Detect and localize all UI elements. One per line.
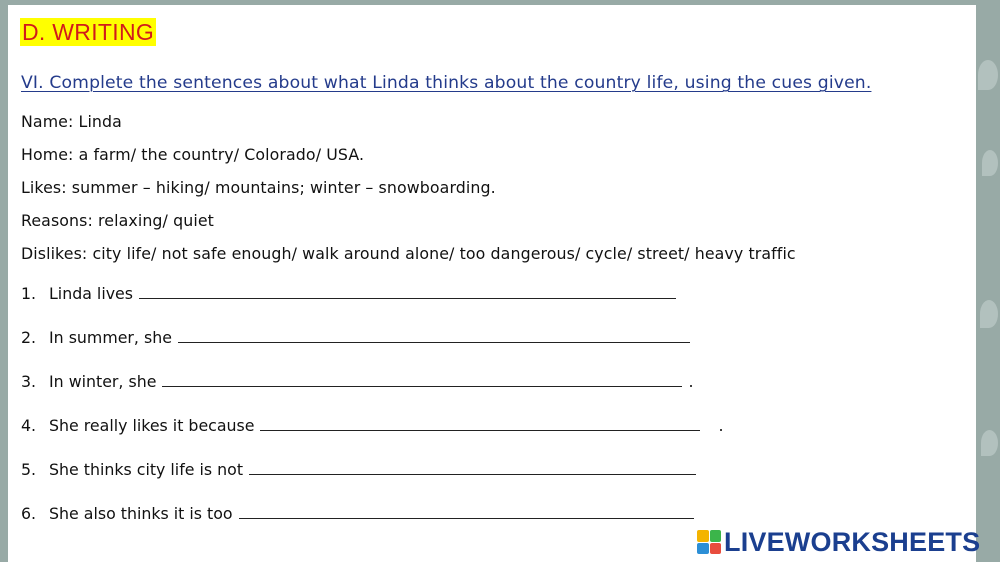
question-text: She really likes it because <box>49 416 255 435</box>
answer-blank[interactable] <box>239 504 694 519</box>
answer-blank[interactable] <box>260 416 700 431</box>
question-text: In summer, she <box>49 328 172 347</box>
liveworksheets-brand <box>697 527 980 557</box>
question-2 <box>21 328 696 348</box>
background-decoration <box>981 430 998 456</box>
question-number: 1. <box>21 284 37 303</box>
question-end: . <box>718 416 724 435</box>
info-name: Name: Linda <box>21 112 122 131</box>
background-decoration <box>982 150 998 176</box>
question-6 <box>21 504 700 524</box>
background-decoration <box>980 300 998 328</box>
question-5 <box>21 460 702 480</box>
question-number: 6. <box>21 504 37 523</box>
question-number: 5. <box>21 460 37 479</box>
exercise-instruction: VI. Complete the sentences about what Linda thinks about the country life, using the cues given. <box>21 73 872 93</box>
question-3 <box>21 372 693 392</box>
background-decoration <box>978 60 998 90</box>
liveworksheets-logo-icon <box>697 530 721 554</box>
info-reasons: Reasons: relaxing/ quiet <box>21 211 214 230</box>
question-text: She also thinks it is too <box>49 504 233 523</box>
answer-blank[interactable] <box>178 328 690 343</box>
brand-name: LIVEWORKSHEETS <box>724 527 981 557</box>
answer-blank[interactable] <box>139 284 676 299</box>
question-text: In winter, she <box>49 372 157 391</box>
question-text: Linda lives <box>49 284 134 303</box>
answer-blank[interactable] <box>249 460 696 475</box>
question-number: 3. <box>21 372 37 391</box>
info-home: Home: a farm/ the country/ Colorado/ USA. <box>21 145 365 164</box>
info-likes: Likes: summer – hiking/ mountains; winter – snowboarding. <box>21 178 496 197</box>
question-text: She thinks city life is not <box>49 460 244 479</box>
section-heading: D. WRITING <box>22 19 155 45</box>
answer-blank[interactable] <box>162 372 682 387</box>
question-4 <box>21 416 724 436</box>
worksheet-page <box>8 5 976 562</box>
question-1 <box>21 284 682 304</box>
question-number: 2. <box>21 328 37 347</box>
question-end: . <box>688 372 694 391</box>
question-number: 4. <box>21 416 37 435</box>
info-dislikes: Dislikes: city life/ not safe enough/ walk around alone/ too dangerous/ cycle/ street/ heavy traffic <box>21 244 796 263</box>
